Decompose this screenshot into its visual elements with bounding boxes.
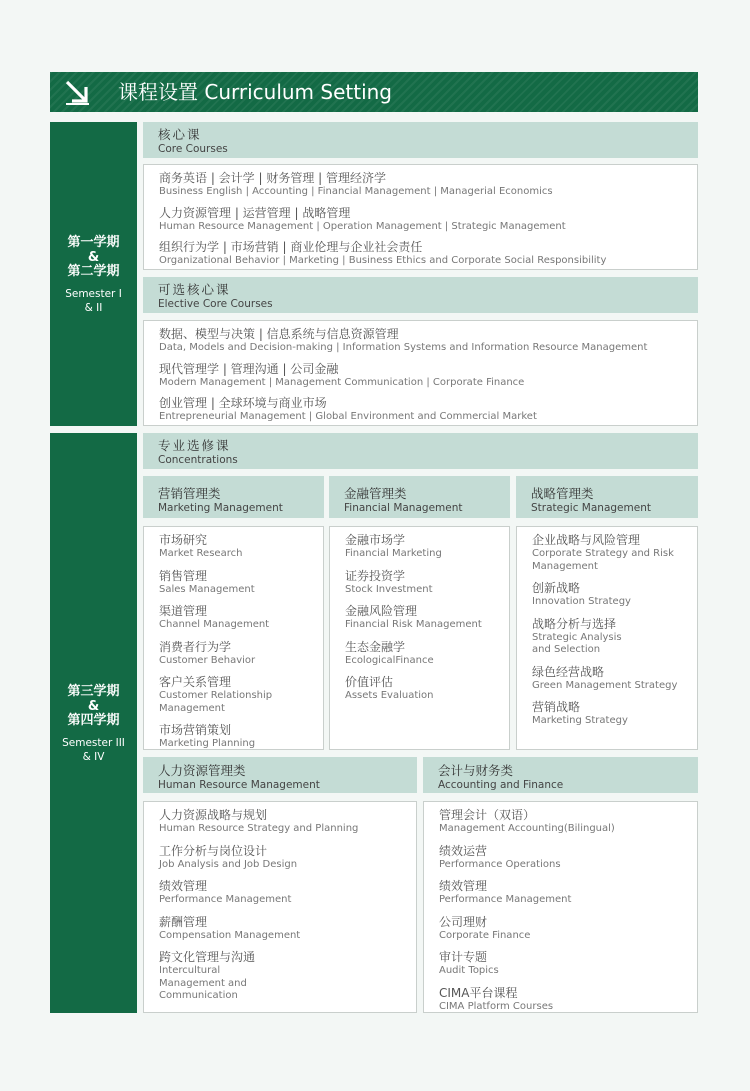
- course-item: [159, 532, 323, 561]
- course-en: Compensation Management: [159, 929, 301, 941]
- course-item: [439, 949, 697, 978]
- course-item: [159, 205, 697, 234]
- course-item: [532, 532, 697, 573]
- course-en: Corporate Finance: [439, 929, 531, 941]
- course-item: [159, 603, 323, 632]
- course-en: Audit Topics: [439, 965, 499, 976]
- course-item: [345, 603, 509, 632]
- course-en: Performance Management: [159, 894, 292, 905]
- course-en: Market Research: [159, 548, 243, 559]
- course-en: Entrepreneurial Management | Global Environment and Commercial Market: [159, 411, 537, 422]
- course-item: [439, 878, 697, 907]
- course-cn: 客户关系管理: [159, 675, 232, 689]
- course-en: Performance Operations: [439, 858, 561, 870]
- page-title: 课程设置 Curriculum Setting: [118, 80, 393, 104]
- course-item: [159, 949, 416, 1003]
- course-cn: 消费者行为学: [159, 639, 232, 654]
- course-item: [159, 914, 416, 943]
- course-cn: 生态金融学: [345, 639, 406, 654]
- header-en: Core Courses: [158, 143, 228, 155]
- course-item: [159, 326, 697, 355]
- course-cn: 金融风险管理: [345, 604, 418, 618]
- course-cn: 商务英语 | 会计学 | 财务管理 | 管理经济学: [159, 171, 387, 185]
- course-cn: 数据、模型与决策 | 信息系统与信息资源管理: [159, 327, 399, 341]
- accounting-box: [423, 801, 698, 1013]
- course-en: Human Resource Management | Operation Management | Strategic Management: [159, 220, 566, 232]
- semester-label-amp: &: [87, 698, 100, 714]
- course-cn: 工作分析与岗位设计: [159, 843, 268, 858]
- course-cn: 渠道管理: [159, 604, 208, 618]
- marketing-box: [143, 526, 324, 750]
- semester-label-cn: 第二学期: [67, 263, 120, 279]
- semester-label-cn: 第四学期: [67, 712, 120, 728]
- accounting-header: [423, 757, 698, 793]
- strategy-header: [516, 476, 698, 518]
- arrow-down-right-icon: [64, 79, 90, 105]
- finance-header: [329, 476, 510, 518]
- course-en: Channel Management: [159, 619, 270, 630]
- course-en: Marketing Strategy: [532, 715, 628, 726]
- course-en: Modern Management | Management Communication | Corporate Finance: [159, 376, 525, 388]
- course-cn: 管理会计（双语）: [439, 808, 536, 822]
- course-cn: 创业管理 | 全球环境与商业市场: [159, 396, 327, 410]
- semester-label-amp: &: [87, 249, 100, 265]
- course-en: Data, Models and Decision-making | Information Systems and Information Resource Management: [159, 342, 648, 353]
- course-item: [159, 361, 697, 390]
- course-en: Job Analysis and Job Design: [159, 858, 298, 870]
- header-cn: 核心课: [158, 127, 202, 142]
- course-item: [439, 985, 697, 1014]
- course-cn: 价值评估: [345, 675, 394, 689]
- header-en: Human Resource Management: [158, 779, 320, 791]
- elective-core-box: [143, 320, 698, 426]
- header-en: Accounting and Finance: [438, 779, 564, 791]
- course-item: [159, 807, 416, 836]
- course-item: [532, 580, 697, 609]
- semester-3-4-label: [50, 433, 137, 1013]
- course-item: [345, 674, 509, 703]
- course-item: [345, 568, 509, 597]
- header-cn: 营销管理类: [158, 486, 221, 501]
- course-item: [439, 843, 697, 872]
- course-en: Strategic Analysis and Selection: [532, 631, 622, 655]
- concentrations-header: [143, 433, 698, 469]
- course-cn: 人力资源战略与规划: [159, 808, 268, 822]
- course-en: Intercultural Management and Communication: [159, 965, 247, 1001]
- course-item: [345, 532, 509, 561]
- course-en: Green Management Strategy: [532, 679, 678, 691]
- hr-header: [143, 757, 417, 793]
- course-cn: 企业战略与风险管理: [532, 533, 641, 547]
- header-en: Marketing Management: [158, 502, 283, 514]
- course-item: [439, 807, 697, 836]
- course-cn: 绩效管理: [159, 879, 208, 893]
- course-cn: 市场营销策划: [159, 723, 232, 737]
- course-item: [159, 722, 323, 751]
- header-en: Elective Core Courses: [158, 298, 273, 310]
- course-item: [159, 843, 416, 872]
- course-item: [159, 568, 323, 597]
- course-item: [159, 639, 323, 668]
- course-cn: 战略分析与选择: [532, 616, 617, 631]
- course-cn: 组织行为学 | 市场营销 | 商业伦理与企业社会责任: [159, 240, 423, 254]
- course-cn: 公司理财: [439, 914, 488, 929]
- course-en: CIMA Platform Courses: [439, 1000, 554, 1012]
- page-banner: [50, 72, 698, 112]
- course-cn: 绿色经营战略: [532, 664, 605, 679]
- course-cn: 现代管理学 | 管理沟通 | 公司金融: [159, 361, 339, 376]
- header-cn: 会计与财务类: [438, 763, 514, 778]
- semester-label-en-line: Semester I: [65, 287, 122, 300]
- course-en: Management Accounting(Bilingual): [439, 823, 615, 834]
- course-en: Corporate Strategy and Risk Management: [532, 548, 674, 572]
- course-cn: 金融市场学: [345, 533, 406, 547]
- finance-box: [329, 526, 510, 750]
- elective-core-header: [143, 277, 698, 313]
- course-item: [532, 699, 697, 728]
- semester-label-cn: 第三学期: [67, 683, 120, 699]
- semester-label-en: [62, 736, 125, 764]
- course-en: Customer Relationship Management: [159, 690, 273, 714]
- course-cn: 市场研究: [159, 533, 208, 547]
- semester-label-en-line: & II: [84, 301, 103, 314]
- semester-label-cn: 第一学期: [67, 234, 120, 250]
- course-item: [159, 170, 697, 199]
- course-en: Organizational Behavior | Marketing | Business Ethics and Corporate Social Responsibility: [159, 255, 607, 266]
- course-item: [532, 664, 697, 693]
- course-item: [159, 674, 323, 715]
- course-en: Financial Marketing: [345, 548, 442, 559]
- core-courses-box: [143, 164, 698, 270]
- course-en: Assets Evaluation: [345, 690, 434, 701]
- strategy-box: [516, 526, 698, 750]
- course-cn: 营销战略: [532, 700, 581, 714]
- semester-label-en: [65, 287, 122, 315]
- course-en: Sales Management: [159, 583, 255, 595]
- header-cn: 战略管理类: [531, 486, 594, 501]
- marketing-header: [143, 476, 324, 518]
- course-cn: 人力资源管理 | 运营管理 | 战略管理: [159, 205, 351, 220]
- course-item: [159, 239, 697, 268]
- course-cn: 创新战略: [532, 581, 581, 595]
- course-en: Performance Management: [439, 894, 572, 905]
- semester-label-en-line: Semester III: [62, 736, 125, 749]
- course-cn: 销售管理: [159, 568, 208, 583]
- header-cn: 人力资源管理类: [158, 763, 246, 778]
- header-en: Strategic Management: [531, 502, 651, 514]
- course-en: Customer Behavior: [159, 654, 256, 666]
- course-item: [532, 616, 697, 657]
- semester-label-en-line: & IV: [82, 750, 105, 763]
- course-cn: 绩效管理: [439, 879, 488, 893]
- course-cn: 绩效运营: [439, 843, 488, 858]
- course-item: [159, 395, 697, 424]
- course-item: [159, 878, 416, 907]
- course-cn: 证券投资学: [345, 568, 406, 583]
- course-cn: CIMA平台课程: [439, 985, 518, 1000]
- course-en: EcologicalFinance: [345, 654, 434, 666]
- course-en: Marketing Planning: [159, 738, 256, 749]
- course-item: [439, 914, 697, 943]
- course-cn: 审计专题: [439, 950, 488, 964]
- course-cn: 跨文化管理与沟通: [159, 950, 256, 964]
- header-en: Concentrations: [158, 454, 238, 466]
- course-en: Innovation Strategy: [532, 596, 631, 607]
- course-item: [345, 639, 509, 668]
- course-en: Stock Investment: [345, 583, 433, 595]
- header-cn: 可选核心课: [158, 282, 231, 297]
- header-cn: 金融管理类: [344, 486, 407, 501]
- course-en: Business English | Accounting | Financial Management | Managerial Economics: [159, 186, 553, 197]
- course-en: Financial Risk Management: [345, 619, 482, 630]
- hr-box: [143, 801, 417, 1013]
- header-cn: 专业选修课: [158, 438, 231, 453]
- course-en: Human Resource Strategy and Planning: [159, 823, 359, 834]
- course-cn: 薪酬管理: [159, 914, 208, 929]
- core-courses-header: [143, 122, 698, 158]
- semester-1-2-label: [50, 122, 137, 426]
- header-en: Financial Management: [344, 502, 463, 514]
